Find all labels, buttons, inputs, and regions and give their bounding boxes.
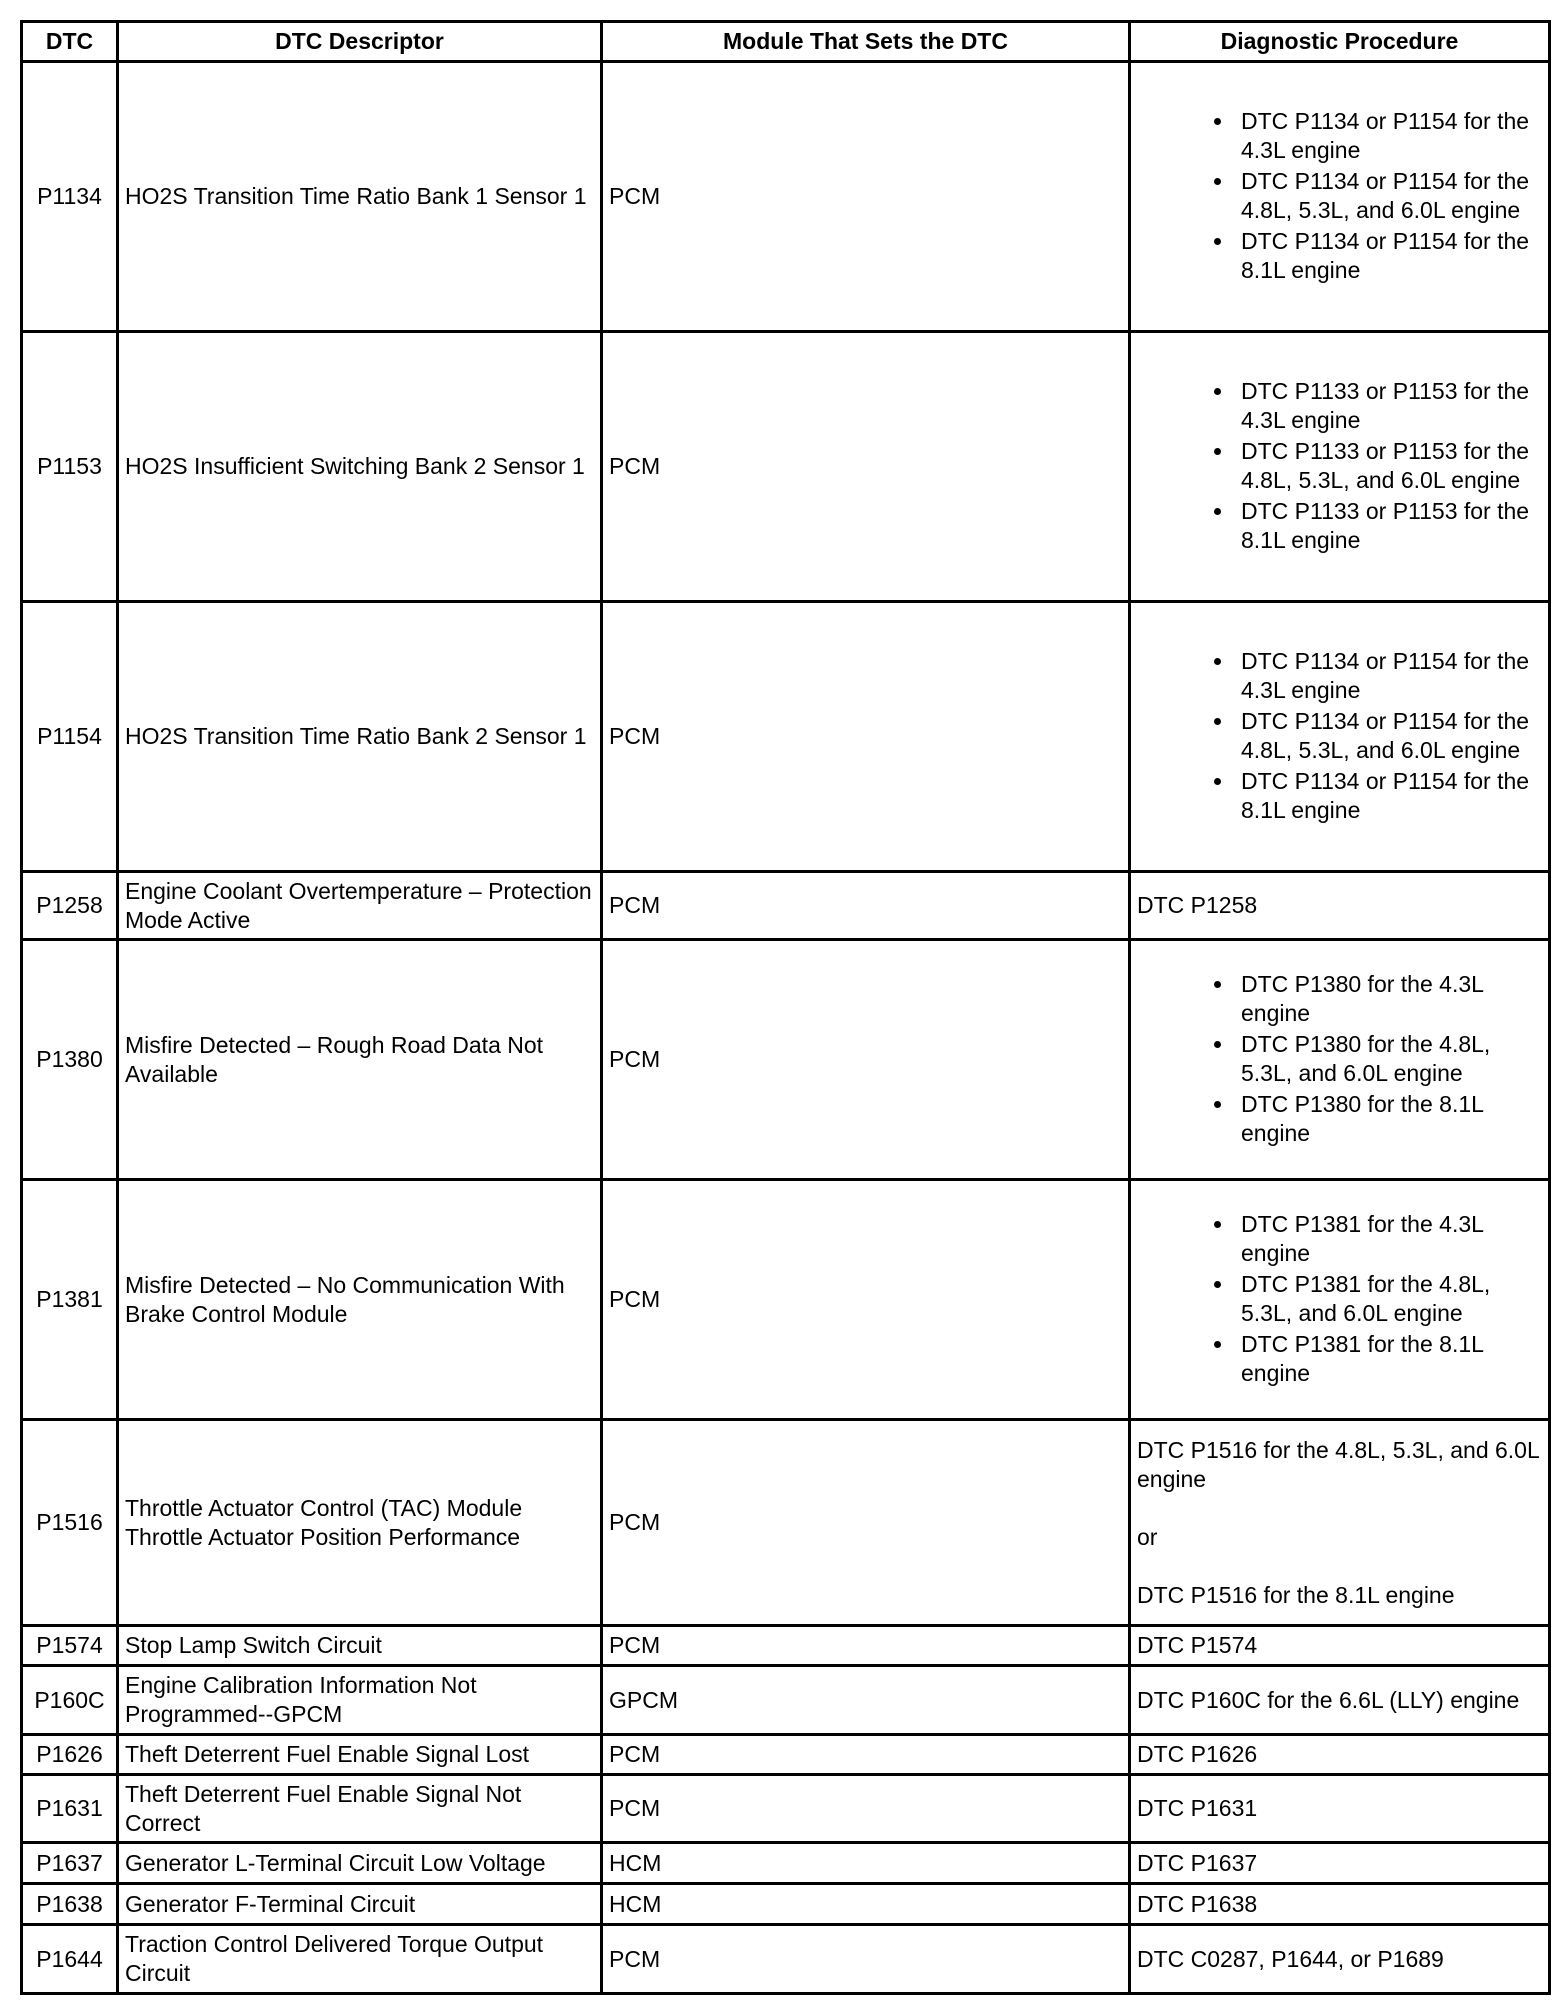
dtc-descriptor: Generator L-Terminal Circuit Low Voltage bbox=[118, 1843, 602, 1884]
procedure-link[interactable]: • DTC P1381 for the 4.8L, 5.3L, and 6.0L engine bbox=[1235, 1270, 1542, 1330]
table-row bbox=[22, 1775, 1550, 1843]
procedure-link[interactable]: DTC P1516 for the 8.1L engine bbox=[1137, 1581, 1455, 1608]
dtc-code: P1574 bbox=[22, 1626, 118, 1666]
dtc-module: PCM bbox=[602, 62, 1130, 332]
dtc-descriptor: Stop Lamp Switch Circuit bbox=[118, 1626, 602, 1666]
diagnostic-procedure[interactable]: DTC P1631 bbox=[1130, 1775, 1550, 1843]
table-row bbox=[22, 62, 1550, 332]
dtc-descriptor: Engine Calibration Information Not Programmed--GPCM bbox=[118, 1666, 602, 1735]
dtc-code: P1626 bbox=[22, 1735, 118, 1775]
dtc-table bbox=[20, 20, 1551, 1995]
dtc-descriptor: Throttle Actuator Control (TAC) Module Throttle Actuator Position Performance bbox=[118, 1420, 602, 1626]
header-descriptor: DTC Descriptor bbox=[118, 22, 602, 62]
dtc-descriptor: Theft Deterrent Fuel Enable Signal Lost bbox=[118, 1735, 602, 1775]
dtc-module: PCM bbox=[602, 1925, 1130, 1994]
dtc-module: PCM bbox=[602, 602, 1130, 872]
dtc-descriptor: Engine Coolant Overtemperature – Protection Mode Active bbox=[118, 872, 602, 940]
dtc-module: PCM bbox=[602, 1735, 1130, 1775]
dtc-code: P1134 bbox=[22, 62, 118, 332]
dtc-module: PCM bbox=[602, 1775, 1130, 1843]
dtc-descriptor: HO2S Insufficient Switching Bank 2 Sensor 1 bbox=[118, 332, 602, 602]
diagnostic-procedure[interactable]: DTC C0287, P1644, or P1689 bbox=[1130, 1925, 1550, 1994]
table-row bbox=[22, 1884, 1550, 1925]
diagnostic-procedure bbox=[1130, 332, 1550, 602]
table-row bbox=[22, 872, 1550, 940]
procedure-link[interactable]: • DTC P1381 for the 8.1L engine bbox=[1235, 1330, 1542, 1390]
dtc-descriptor: Traction Control Delivered Torque Output Circuit bbox=[118, 1925, 602, 1994]
table-row bbox=[22, 602, 1550, 872]
procedure-link[interactable]: DTC P1516 for the 4.8L, 5.3L, and 6.0L engine bbox=[1137, 1436, 1539, 1492]
dtc-descriptor: Theft Deterrent Fuel Enable Signal Not Correct bbox=[118, 1775, 602, 1843]
spacer bbox=[1137, 1552, 1542, 1581]
dtc-code: P1381 bbox=[22, 1180, 118, 1420]
header-module: Module That Sets the DTC bbox=[602, 22, 1130, 62]
dtc-descriptor: Misfire Detected – Rough Road Data Not Available bbox=[118, 940, 602, 1180]
dtc-descriptor: HO2S Transition Time Ratio Bank 2 Sensor 1 bbox=[118, 602, 602, 872]
diagnostic-procedure bbox=[1130, 1180, 1550, 1420]
table-row bbox=[22, 332, 1550, 602]
diagnostic-procedure[interactable]: DTC P1258 bbox=[1130, 872, 1550, 940]
dtc-code: P1516 bbox=[22, 1420, 118, 1626]
procedure-link[interactable]: • DTC P1134 or P1154 for the 8.1L engine bbox=[1235, 227, 1542, 287]
diagnostic-procedure[interactable]: DTC P160C for the 6.6L (LLY) engine bbox=[1130, 1666, 1550, 1735]
header-dtc: DTC bbox=[22, 22, 118, 62]
table-row bbox=[22, 1735, 1550, 1775]
procedure-link[interactable]: • DTC P1380 for the 4.3L engine bbox=[1235, 970, 1542, 1030]
procedure-link[interactable]: • DTC P1133 or P1153 for the 8.1L engine bbox=[1235, 497, 1542, 557]
procedure-link[interactable]: • DTC P1133 or P1153 for the 4.8L, 5.3L, and 6.0L engine bbox=[1235, 437, 1542, 497]
diagnostic-procedure bbox=[1130, 62, 1550, 332]
dtc-descriptor: Generator F-Terminal Circuit bbox=[118, 1884, 602, 1925]
dtc-descriptor: Misfire Detected – No Communication With Brake Control Module bbox=[118, 1180, 602, 1420]
diagnostic-procedure[interactable]: DTC P1638 bbox=[1130, 1884, 1550, 1925]
dtc-code: P1258 bbox=[22, 872, 118, 940]
procedure-link[interactable]: • DTC P1381 for the 4.3L engine bbox=[1235, 1210, 1542, 1270]
dtc-module: PCM bbox=[602, 1180, 1130, 1420]
dtc-descriptor: HO2S Transition Time Ratio Bank 1 Sensor 1 bbox=[118, 62, 602, 332]
procedure-link[interactable]: • DTC P1380 for the 8.1L engine bbox=[1235, 1090, 1542, 1150]
procedure-link[interactable]: • DTC P1134 or P1154 for the 8.1L engine bbox=[1235, 767, 1542, 827]
dtc-code: P1644 bbox=[22, 1925, 118, 1994]
dtc-code: P1154 bbox=[22, 602, 118, 872]
table-row bbox=[22, 1925, 1550, 1994]
dtc-code: P1380 bbox=[22, 940, 118, 1180]
procedure-link[interactable]: • DTC P1134 or P1154 for the 4.3L engine bbox=[1235, 107, 1542, 167]
dtc-module: HCM bbox=[602, 1884, 1130, 1925]
diagnostic-procedure[interactable]: DTC P1574 bbox=[1130, 1626, 1550, 1666]
table-row bbox=[22, 1420, 1550, 1626]
procedure-separator: or bbox=[1137, 1523, 1158, 1550]
diagnostic-procedure[interactable]: DTC P1626 bbox=[1130, 1735, 1550, 1775]
header-row bbox=[22, 22, 1550, 62]
dtc-code: P1631 bbox=[22, 1775, 118, 1843]
table-row bbox=[22, 940, 1550, 1180]
dtc-code: P1638 bbox=[22, 1884, 118, 1925]
diagnostic-procedure bbox=[1130, 602, 1550, 872]
dtc-module: PCM bbox=[602, 332, 1130, 602]
procedure-link[interactable]: • DTC P1134 or P1154 for the 4.8L, 5.3L, and 6.0L engine bbox=[1235, 707, 1542, 767]
dtc-code: P160C bbox=[22, 1666, 118, 1735]
dtc-module: GPCM bbox=[602, 1666, 1130, 1735]
procedure-link[interactable]: • DTC P1134 or P1154 for the 4.8L, 5.3L, and 6.0L engine bbox=[1235, 167, 1542, 227]
table-row bbox=[22, 1843, 1550, 1884]
dtc-module: HCM bbox=[602, 1843, 1130, 1884]
dtc-code: P1637 bbox=[22, 1843, 118, 1884]
table-row bbox=[22, 1180, 1550, 1420]
diagnostic-procedure bbox=[1130, 1420, 1550, 1626]
procedure-link[interactable]: • DTC P1380 for the 4.8L, 5.3L, and 6.0L engine bbox=[1235, 1030, 1542, 1090]
procedure-link[interactable]: • DTC P1134 or P1154 for the 4.3L engine bbox=[1235, 647, 1542, 707]
header-procedure: Diagnostic Procedure bbox=[1130, 22, 1550, 62]
diagnostic-procedure[interactable]: DTC P1637 bbox=[1130, 1843, 1550, 1884]
table-row bbox=[22, 1666, 1550, 1735]
dtc-module: PCM bbox=[602, 872, 1130, 940]
procedure-link[interactable]: • DTC P1133 or P1153 for the 4.3L engine bbox=[1235, 377, 1542, 437]
diagnostic-procedure bbox=[1130, 940, 1550, 1180]
dtc-module: PCM bbox=[602, 1420, 1130, 1626]
dtc-module: PCM bbox=[602, 1626, 1130, 1666]
table-row bbox=[22, 1626, 1550, 1666]
dtc-module: PCM bbox=[602, 940, 1130, 1180]
spacer bbox=[1137, 1494, 1542, 1523]
dtc-code: P1153 bbox=[22, 332, 118, 602]
